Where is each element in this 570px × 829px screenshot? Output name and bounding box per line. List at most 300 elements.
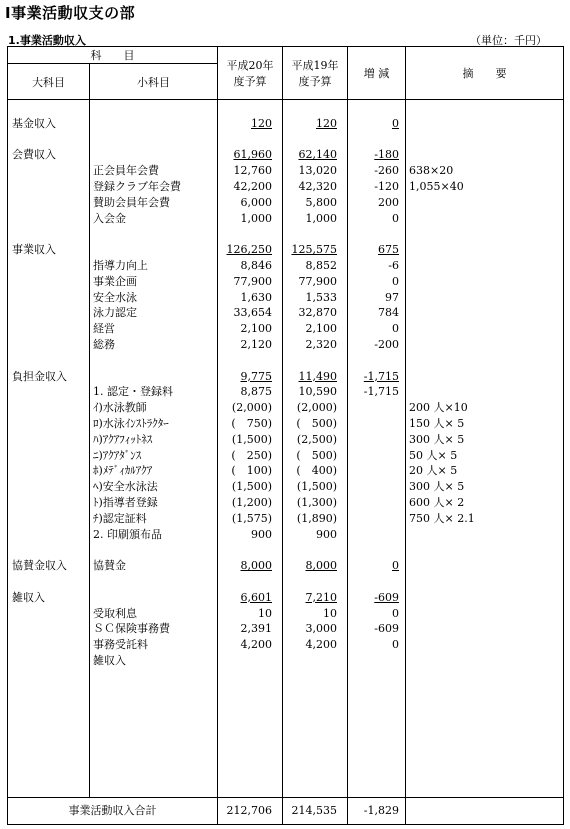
budget-h20-value: 9,775 (240, 369, 272, 383)
major-item (8, 242, 90, 258)
minor-item (90, 558, 218, 574)
empty-cell (406, 132, 564, 148)
budget-h19-value: 5,800 (305, 195, 337, 209)
empty-cell (348, 226, 406, 242)
table-row (8, 195, 564, 211)
major-item (8, 590, 90, 606)
budget-h19-value: 77,900 (298, 274, 337, 288)
spacer-row (8, 100, 564, 116)
budget-h20-value: 6,601 (240, 590, 272, 604)
minor-item (90, 305, 218, 321)
empty-cell (8, 100, 90, 116)
major-item (8, 637, 90, 653)
major-item (8, 258, 90, 274)
change-value: -180 (374, 148, 399, 162)
empty-cell (348, 542, 406, 558)
major-item (8, 495, 90, 511)
table-row (8, 147, 564, 163)
empty-cell (406, 100, 564, 116)
budget-h19 (283, 448, 348, 464)
empty-cell (90, 669, 218, 798)
change (348, 384, 406, 400)
table-row (8, 179, 564, 195)
change-value: -200 (374, 337, 399, 351)
major-item (8, 116, 90, 132)
budget-h19 (283, 527, 348, 543)
budget-h19-value: ( 400) (296, 464, 337, 478)
minor-item (90, 274, 218, 290)
minor-item (90, 290, 218, 306)
minor-item-value: 登録クラブ年会費 (93, 179, 181, 193)
remarks (406, 621, 564, 637)
change (348, 558, 406, 574)
budget-h19-value: 42,320 (298, 179, 337, 193)
budget-h20 (218, 527, 283, 543)
budget-h20-value: 1,630 (240, 290, 272, 304)
budget-h19 (283, 463, 348, 479)
minor-item (90, 163, 218, 179)
page-title: Ⅰ事業活動収支の部 (5, 4, 136, 22)
change (348, 195, 406, 211)
minor-item (90, 179, 218, 195)
empty-cell (8, 669, 90, 798)
major-item (8, 321, 90, 337)
budget-h20 (218, 384, 283, 400)
budget-h19 (283, 479, 348, 495)
budget-h20 (218, 448, 283, 464)
budget-h20 (218, 163, 283, 179)
major-item-value: 会費収入 (12, 148, 56, 162)
change (348, 400, 406, 416)
budget-h19-value: 7,210 (305, 590, 337, 604)
header-kamoku: 科 目 (8, 47, 218, 64)
header-budget-h20-line1: 平成20年 (226, 59, 274, 72)
major-item (8, 179, 90, 195)
change-value: -609 (374, 622, 399, 636)
table-row (8, 416, 564, 432)
remarks (406, 448, 564, 464)
budget-h20-value: 126,250 (226, 243, 272, 257)
minor-item (90, 242, 218, 258)
empty-cell (218, 353, 283, 369)
budget-h19 (283, 305, 348, 321)
minor-item-value: 経営 (93, 322, 115, 336)
budget-h19-value: 4,200 (305, 638, 337, 652)
major-item (8, 369, 90, 385)
minor-item-value: 安全水泳 (93, 290, 137, 304)
table-row (8, 448, 564, 464)
table-row (8, 369, 564, 385)
spacer-row (8, 226, 564, 242)
major-item (8, 621, 90, 637)
table-row (8, 527, 564, 543)
change-value: -1,715 (363, 385, 399, 399)
income-table (7, 46, 564, 825)
minor-item-value: 総務 (93, 337, 115, 351)
change (348, 606, 406, 622)
budget-h20-value: ( 100) (231, 464, 272, 478)
change (348, 369, 406, 385)
change (348, 305, 406, 321)
budget-h19-value: 120 (316, 116, 337, 130)
budget-h20-value: 61,960 (233, 148, 272, 162)
minor-item-value: ﾍ)安全水泳法 (93, 480, 158, 494)
budget-h20 (218, 590, 283, 606)
budget-h19 (283, 116, 348, 132)
minor-item-value: ﾆ)ｱｸｱﾀﾞﾝｽ (93, 448, 142, 462)
remarks-value: 1,055×40 (409, 179, 464, 193)
major-item-value: 協賛金収入 (12, 559, 67, 573)
budget-h20 (218, 400, 283, 416)
budget-h20 (218, 369, 283, 385)
budget-h20 (218, 606, 283, 622)
budget-h20-value: 900 (251, 527, 272, 541)
budget-h19-value: 2,320 (305, 337, 337, 351)
empty-cell (90, 574, 218, 590)
table-row (8, 290, 564, 306)
budget-h20-value: 10 (258, 606, 272, 620)
table-row (8, 463, 564, 479)
major-item (8, 416, 90, 432)
header-budget-h20-line2: 度予算 (233, 75, 267, 88)
total-budget-h20: 212,706 (218, 797, 283, 824)
empty-cell (90, 542, 218, 558)
budget-h20 (218, 416, 283, 432)
remarks (406, 416, 564, 432)
empty-cell (90, 226, 218, 242)
remarks-value: 20 人× 5 (409, 464, 458, 478)
minor-item (90, 195, 218, 211)
empty-cell (348, 132, 406, 148)
table-row (8, 400, 564, 416)
budget-h20 (218, 432, 283, 448)
budget-h19 (283, 653, 348, 669)
remarks-value: 638×20 (409, 164, 454, 178)
budget-h20 (218, 463, 283, 479)
remarks (406, 147, 564, 163)
budget-h20 (218, 479, 283, 495)
remarks (406, 305, 564, 321)
minor-item (90, 590, 218, 606)
budget-h20 (218, 179, 283, 195)
table-row (8, 242, 564, 258)
change-value: 0 (392, 274, 399, 288)
table-row (8, 211, 564, 227)
header-change: 増 減 (348, 47, 406, 100)
change-value: -609 (374, 590, 399, 604)
table-row (8, 621, 564, 637)
remarks (406, 479, 564, 495)
empty-cell (283, 669, 348, 798)
minor-item (90, 369, 218, 385)
table-row (8, 258, 564, 274)
budget-h19-value: 3,000 (305, 622, 337, 636)
budget-h19 (283, 590, 348, 606)
change (348, 416, 406, 432)
budget-h19 (283, 400, 348, 416)
table-row (8, 653, 564, 669)
budget-h19-value: 125,575 (291, 243, 337, 257)
remarks (406, 274, 564, 290)
empty-cell (348, 669, 406, 798)
change (348, 432, 406, 448)
minor-item (90, 448, 218, 464)
table-row (8, 637, 564, 653)
remarks (406, 290, 564, 306)
budget-h19 (283, 606, 348, 622)
change-value: 784 (378, 306, 399, 320)
budget-h20 (218, 195, 283, 211)
major-item (8, 384, 90, 400)
major-item-value: 雑収入 (12, 590, 45, 604)
budget-h20-value: (1,500) (231, 480, 272, 494)
total-remarks (406, 797, 564, 824)
remarks (406, 116, 564, 132)
remarks-value: 300 人× 5 (409, 432, 465, 446)
minor-item (90, 621, 218, 637)
minor-item-value: 正会員年会費 (93, 164, 159, 178)
minor-item (90, 527, 218, 543)
budget-h19-value: 2,100 (305, 322, 337, 336)
change (348, 258, 406, 274)
budget-h19-value: (2,000) (296, 401, 337, 415)
budget-h19 (283, 369, 348, 385)
major-item (8, 195, 90, 211)
remarks-value: 150 人× 5 (409, 416, 465, 430)
major-item (8, 463, 90, 479)
budget-h20 (218, 337, 283, 353)
header-budget-h19 (283, 47, 348, 100)
budget-h20-value: 2,100 (240, 322, 272, 336)
remarks-value: 750 人× 2.1 (409, 511, 475, 525)
empty-cell (406, 542, 564, 558)
empty-cell (218, 574, 283, 590)
empty-cell (283, 574, 348, 590)
minor-item-value: ﾎ)ﾒﾃﾞｨｶﾙｱｸｱ (93, 464, 153, 478)
minor-item (90, 495, 218, 511)
budget-h20-value: 120 (251, 116, 272, 130)
table-row (8, 432, 564, 448)
minor-item-value: 賛助会員年会費 (93, 195, 170, 209)
total-row (8, 797, 564, 824)
table-row (8, 511, 564, 527)
change (348, 463, 406, 479)
table-row (8, 479, 564, 495)
empty-cell (218, 132, 283, 148)
change (348, 590, 406, 606)
empty-cell (90, 100, 218, 116)
budget-h19 (283, 637, 348, 653)
total-budget-h19: 214,535 (283, 797, 348, 824)
budget-h19-value: 62,140 (298, 148, 337, 162)
budget-h20 (218, 511, 283, 527)
budget-h20-value: (1,200) (231, 495, 272, 509)
minor-item (90, 463, 218, 479)
major-item-value: 基金収入 (12, 116, 56, 130)
change (348, 116, 406, 132)
major-item (8, 653, 90, 669)
budget-h19 (283, 432, 348, 448)
remarks-value: 600 人× 2 (409, 495, 465, 509)
budget-h19 (283, 242, 348, 258)
minor-item (90, 606, 218, 622)
budget-h19-value: ( 500) (296, 416, 337, 430)
empty-cell (283, 100, 348, 116)
remarks (406, 432, 564, 448)
table-row (8, 495, 564, 511)
remarks (406, 384, 564, 400)
budget-h19 (283, 495, 348, 511)
budget-h19-value: 13,020 (298, 164, 337, 178)
budget-h19 (283, 211, 348, 227)
change (348, 337, 406, 353)
change-value: 0 (392, 606, 399, 620)
major-item (8, 448, 90, 464)
major-item (8, 163, 90, 179)
empty-cell (218, 542, 283, 558)
minor-item-value: ﾁ)認定証料 (93, 511, 147, 525)
empty-cell (406, 574, 564, 590)
total-change: -1,829 (348, 797, 406, 824)
remarks-value: 200 人×10 (409, 401, 468, 415)
major-item (8, 558, 90, 574)
section-title: 1.事業活動収入 (8, 34, 86, 47)
budget-h20-value: (2,000) (231, 401, 272, 415)
budget-h20 (218, 147, 283, 163)
remarks (406, 163, 564, 179)
minor-item-value: ｲ)水泳教師 (93, 401, 147, 415)
minor-item-value: 1. 認定・登録料 (93, 385, 173, 399)
budget-h20 (218, 242, 283, 258)
minor-item (90, 211, 218, 227)
table-row (8, 321, 564, 337)
remarks (406, 321, 564, 337)
budget-h19 (283, 337, 348, 353)
change (348, 653, 406, 669)
empty-cell (283, 542, 348, 558)
remarks (406, 637, 564, 653)
minor-item (90, 400, 218, 416)
change (348, 321, 406, 337)
minor-item (90, 511, 218, 527)
budget-h20-value: 6,000 (240, 195, 272, 209)
table-row (8, 590, 564, 606)
change (348, 448, 406, 464)
budget-h19-value: (1,890) (296, 511, 337, 525)
header-daikamoku: 大科目 (8, 64, 90, 100)
minor-item-value: 泳力認定 (93, 306, 137, 320)
major-item (8, 606, 90, 622)
remarks (406, 606, 564, 622)
minor-item (90, 479, 218, 495)
budget-h20-value: 2,120 (240, 337, 272, 351)
budget-h20 (218, 653, 283, 669)
change (348, 511, 406, 527)
change (348, 274, 406, 290)
budget-h20 (218, 290, 283, 306)
remarks (406, 653, 564, 669)
change (348, 527, 406, 543)
major-item (8, 147, 90, 163)
change-value: -260 (374, 164, 399, 178)
budget-h19-value: (1,300) (296, 495, 337, 509)
remarks (406, 337, 564, 353)
budget-h19 (283, 290, 348, 306)
major-item (8, 511, 90, 527)
major-item-value: 事業収入 (12, 243, 56, 257)
budget-h20 (218, 211, 283, 227)
budget-h20-value: 4,200 (240, 638, 272, 652)
spacer-row (8, 542, 564, 558)
change (348, 211, 406, 227)
budget-h19 (283, 321, 348, 337)
budget-h19 (283, 558, 348, 574)
minor-item-value: 2. 印刷頒布品 (93, 527, 162, 541)
budget-h20 (218, 495, 283, 511)
minor-item-value: 雑収入 (93, 653, 126, 667)
budget-h20 (218, 258, 283, 274)
remarks (406, 211, 564, 227)
minor-item (90, 432, 218, 448)
budget-h19-value: 1,533 (305, 290, 337, 304)
empty-cell (348, 353, 406, 369)
header-budget-h19-line2: 度予算 (298, 75, 332, 88)
change-value: -1,715 (363, 369, 399, 383)
budget-h20 (218, 321, 283, 337)
empty-cell (283, 353, 348, 369)
budget-h20-value: 42,200 (233, 179, 272, 193)
budget-h19-value: 10 (323, 606, 337, 620)
budget-h19 (283, 163, 348, 179)
header-shokamoku: 小科目 (90, 64, 218, 100)
minor-item (90, 321, 218, 337)
change-value: 200 (378, 195, 399, 209)
budget-h19-value: 8,000 (305, 559, 337, 573)
major-item (8, 479, 90, 495)
budget-h20 (218, 305, 283, 321)
budget-h20-value: 2,391 (240, 622, 272, 636)
remarks (406, 369, 564, 385)
budget-h19-value: ( 500) (296, 448, 337, 462)
spacer-row (8, 353, 564, 369)
minor-item-value: 指導力向上 (93, 258, 148, 272)
change (348, 163, 406, 179)
minor-item-value: 協賛金 (93, 559, 126, 573)
change (348, 147, 406, 163)
change (348, 479, 406, 495)
budget-h19 (283, 147, 348, 163)
empty-cell (218, 100, 283, 116)
empty-cell (283, 226, 348, 242)
budget-h19-value: 10,590 (298, 385, 337, 399)
table-row (8, 558, 564, 574)
remarks (406, 463, 564, 479)
budget-h19-value: 900 (316, 527, 337, 541)
budget-h19 (283, 258, 348, 274)
budget-h19 (283, 416, 348, 432)
empty-cell (406, 226, 564, 242)
table-row (8, 274, 564, 290)
remarks (406, 195, 564, 211)
table-body (8, 100, 564, 798)
major-item-value: 負担金収入 (12, 369, 67, 383)
table-row (8, 337, 564, 353)
table-row (8, 116, 564, 132)
change (348, 621, 406, 637)
table-row (8, 384, 564, 400)
budget-h20-value: (1,575) (231, 511, 272, 525)
major-item (8, 400, 90, 416)
